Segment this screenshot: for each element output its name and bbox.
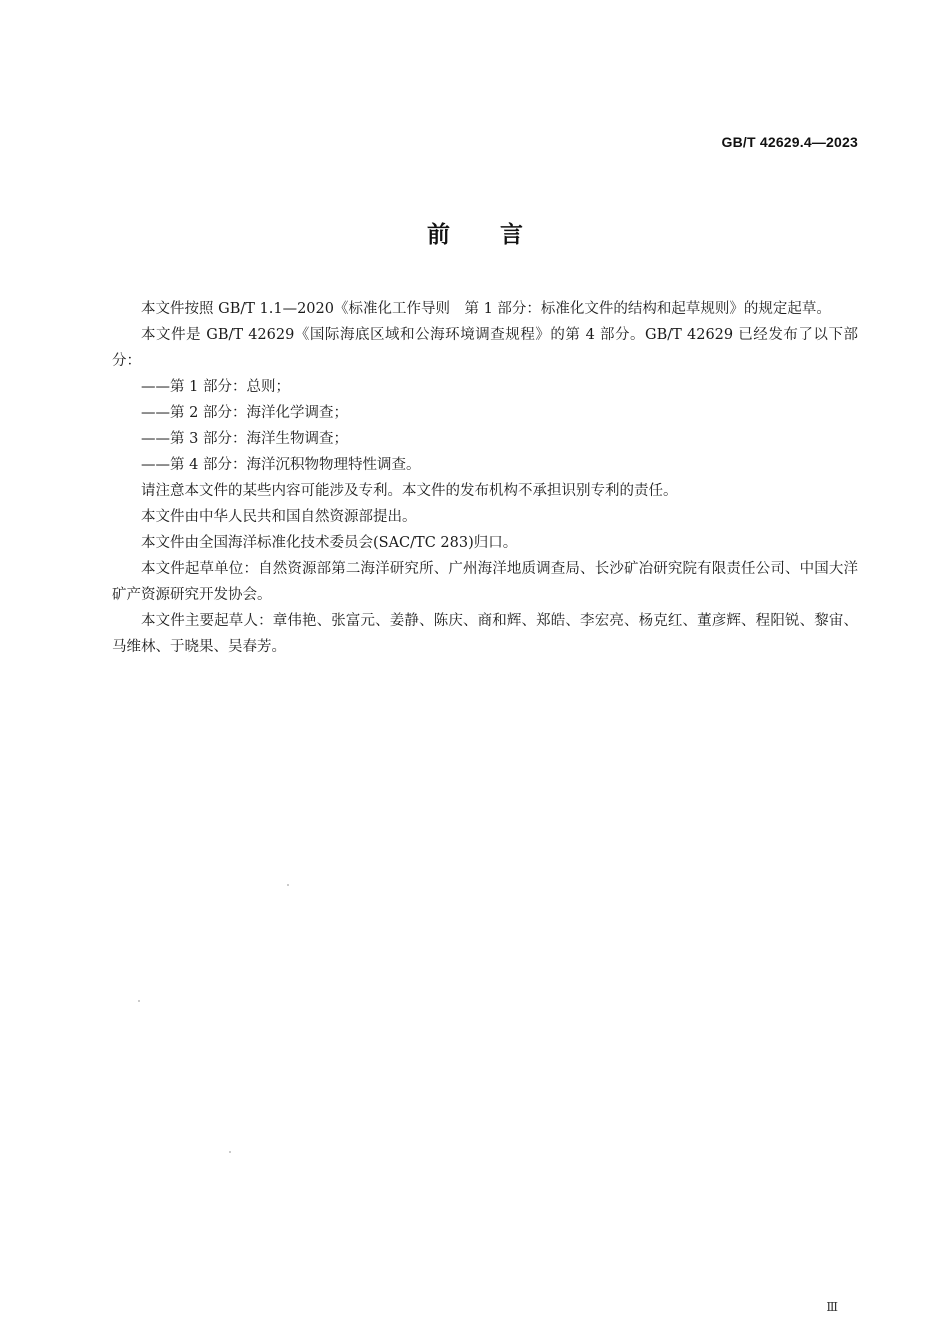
scan-speck xyxy=(138,1000,140,1002)
paragraph-patent-notice: 请注意本文件的某些内容可能涉及专利。本文件的发布机构不承担识别专利的责任。 xyxy=(141,483,678,499)
scan-speck xyxy=(229,1151,231,1153)
foreword-body xyxy=(112,296,858,660)
page-number: Ⅲ xyxy=(826,1300,838,1314)
page-title: 前言 xyxy=(427,222,573,248)
list-item-part-4: ——第 4 部分：海洋沉积物物理特性调查。 xyxy=(141,457,421,473)
paragraph-drafting-organizations: 本文件起草单位：自然资源部第二海洋研究所、广州海洋地质调查局、长沙矿冶研究院有限责任公司、中国大洋矿产资源研究开发协会。 xyxy=(112,561,858,603)
list-item-part-2: ——第 2 部分：海洋化学调查； xyxy=(141,405,348,421)
scan-speck xyxy=(287,884,289,886)
paragraph-drafting-rules: 本文件按照 GB/T 1.1—2020《标准化工作导则 第 1 部分：标准化文件的结构和起草规则》的规定起草。 xyxy=(141,301,831,317)
paragraph-technical-committee: 本文件由全国海洋标准化技术委员会(SAC/TC 283)归口。 xyxy=(141,535,518,551)
standard-code: GB/T 42629.4—2023 xyxy=(721,134,858,150)
paragraph-series-info: 本文件是 GB/T 42629《国际海底区域和公海环境调查规程》的第 4 部分。GB/T 42629 已经发布了以下部分： xyxy=(112,327,858,369)
list-item-part-1: ——第 1 部分：总则； xyxy=(141,379,290,395)
list-item-part-3: ——第 3 部分：海洋生物调查； xyxy=(141,431,348,447)
paragraph-proposer: 本文件由中华人民共和国自然资源部提出。 xyxy=(141,509,417,525)
paragraph-drafters: 本文件主要起草人：章伟艳、张富元、姜静、陈庆、商和辉、郑皓、李宏亮、杨克红、董彦辉、程阳锐、黎宙、马维林、于晓果、吴春芳。 xyxy=(112,613,858,655)
